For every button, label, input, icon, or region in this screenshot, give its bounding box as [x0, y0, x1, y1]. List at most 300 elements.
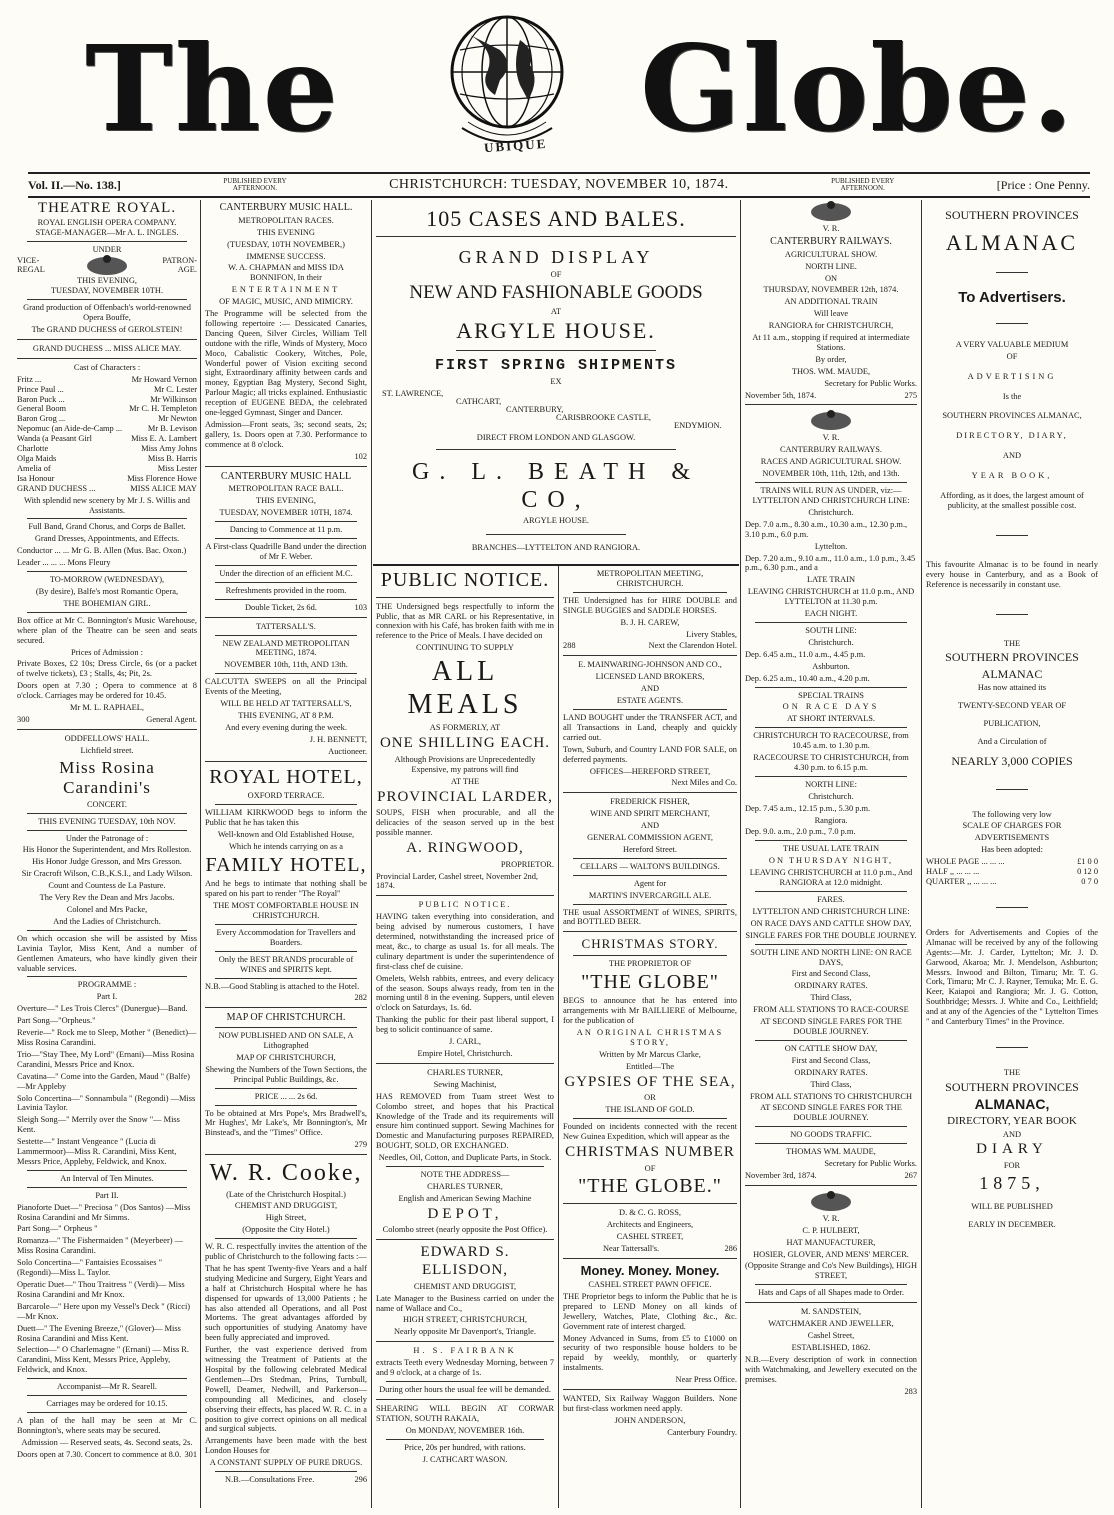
needles-text: Needles, Oil, Cotton, and Duplicate Parts, in Stock. — [378, 1153, 552, 1163]
cast-row — [17, 484, 197, 494]
note-address: NOTE THE ADDRESS— — [420, 1170, 510, 1180]
the-label: THE — [1003, 1067, 1021, 1077]
and-label: AND — [640, 821, 660, 831]
public-notice-heading: PUBLIC NOTICE. — [418, 900, 512, 910]
colombo-text: Colombo street (nearly opposite the Post Office). — [382, 1225, 548, 1235]
all-meals-heading: ALL MEALS — [407, 656, 523, 721]
refreshments-text: Refreshments provided in the room. — [225, 585, 347, 595]
publication-text: PUBLICATION, — [983, 718, 1041, 728]
other-hours: During other hours the usual fee will be demanded. — [379, 1385, 551, 1394]
auctioneer-title: Auctioneer. — [328, 746, 367, 756]
departure-times: Dep. 6.45 a.m., 11.0 a.m., 4.45 p.m. — [745, 649, 866, 659]
fares-heading: FARES. — [817, 895, 845, 905]
usual-late: THE USUAL LATE TRAIN — [782, 844, 880, 854]
dateline-bar — [28, 172, 1090, 198]
entertainment-heading: ENTERTAINMENT — [231, 285, 341, 295]
and-label: AND — [1002, 1129, 1022, 1139]
southern-heading: SOUTHERN PROVINCES — [945, 650, 1079, 665]
christmas-story-heading: CHRISTMAS STORY. — [581, 936, 719, 952]
programme-heading: PROGRAMME : — [77, 980, 137, 990]
patron: His Honor Judge Gresson, and Mrs Gresson. — [32, 857, 182, 867]
programme-item: Reverie—" Rock me to Sleep, Mother " (Benedict)—Miss Rosina Carandini. — [17, 1028, 197, 1047]
event-date: TUESDAY, NOVEMBER 10TH, 1874. — [219, 508, 353, 518]
almanac-heading: ALMANAC, — [974, 1096, 1050, 1113]
at-the: AT THE — [450, 776, 480, 786]
class-label: Third Class, — [810, 993, 852, 1003]
agent-for: Agent for — [633, 878, 667, 888]
dancing-text: Dancing to Commence at 11 p.m. — [229, 525, 343, 535]
depot-heading: DEPOT, — [427, 1205, 503, 1222]
money-heading: Money. Money. Money. — [580, 1262, 720, 1278]
of-label: OF — [644, 1163, 656, 1173]
ship: ENDYMION. — [674, 420, 722, 430]
cast-list — [17, 375, 197, 494]
each-night: EACH NIGHT. — [804, 609, 858, 619]
town-text: Town, Suburb, and Country LAND FOR SALE, on deferred payments. — [563, 744, 737, 764]
empire-hotel: Empire Hotel, Christchurch. — [417, 1049, 513, 1058]
shearing-date: On MONDAY, NOVEMBER 16th. — [405, 1425, 525, 1435]
actor: Miss Florence Howe — [127, 473, 197, 483]
railways-heading: CANTERBURY RAILWAYS. — [779, 445, 883, 455]
column-4 — [742, 200, 920, 1508]
notice-date: November 3rd, 1874. — [745, 1170, 817, 1180]
wason-name: J. CATHCART WASON. — [422, 1454, 508, 1464]
cooke-text: W. R. C. respectfully invites the attention of the public of Christchurch to the following facts :— — [205, 1242, 367, 1262]
ship: ST. LAWRENCE, — [382, 388, 444, 398]
ad-ref: 279 — [354, 1140, 367, 1150]
music-hall-title: CANTERBURY MUSIC HALL — [220, 470, 352, 482]
original-story: AN ORIGINAL CHRISTMAS STORY, — [576, 1027, 724, 1047]
nov-dates: NOVEMBER 10th, 11th, 12th, and 13th. — [762, 469, 900, 479]
english-text: English and American Sewing Machine — [398, 1193, 532, 1203]
turner-name: CHARLES TURNER, — [427, 1181, 503, 1191]
programme-item: Sestette—" Instant Vengeance " (Lucia di Lammermoor)—Miss R. Carandini, Miss Kent, Messrs Price, Appleby, Feldwick, and Knox. — [17, 1137, 177, 1166]
proprietor-text: THE Proprietor begs to inform the Public that he is prepared to LEND Money on all kinds of Jewellery, Watches, Plate, Clothing &c., &c. Government rate of interest charged. — [563, 1291, 737, 1331]
ship: CATHCART, — [456, 396, 502, 406]
company-name: ROYAL ENGLISH OPERA COMPANY. — [37, 217, 177, 227]
nb-text: N.B.—Every description of work in connection with Watchmaking, and Jewellery executed on the premises. — [745, 1354, 917, 1384]
actor: Mr Wilkinson — [150, 394, 197, 404]
from-all: FROM ALL STATIONS TO RACE-COURSE — [753, 1005, 909, 1015]
near-press: Near Press Office. — [675, 1375, 737, 1385]
event-date: (TUESDAY, 10TH NOVEMBER,) — [227, 239, 345, 249]
carew-text: THE Undersigned has for HIRE DOUBLE and SINGLE BUGGIES and SADDLE HORSES. — [563, 595, 737, 615]
beath-heading: G. L. BEATH & CO, — [412, 458, 700, 514]
actor: Mr Howard Vernon — [131, 374, 197, 384]
scenery-text: With splendid new scenery by Mr J. S. Willis and Assistants. — [24, 495, 190, 515]
music-hall-title: CANTERBURY MUSIC HALL. — [219, 202, 353, 213]
column-rule — [371, 200, 372, 1508]
every-evening: And every evening during the week. — [225, 722, 347, 732]
bohemian-title: THE BOHEMIAN GIRL. — [63, 598, 151, 608]
beath-advert — [373, 200, 739, 565]
programme-item: Part Song—" Orpheus " — [17, 1224, 98, 1234]
cast-row — [17, 464, 197, 474]
or-label: OR — [644, 1093, 656, 1103]
departure-times: Dep. 7.45 a.m., 12.15 p.m., 5.30 p.m. — [745, 803, 871, 813]
map-price: PRICE ... ... 2s 6d. — [254, 1091, 318, 1101]
agent-name: Mr M. L. RAPHAEL, — [70, 703, 144, 713]
ad-ref: 288 — [563, 641, 576, 651]
late-manager: Late Manager to the Business carried on under the name of Wallace and Co., — [376, 1293, 554, 1313]
although-text: Although Provisions are Unprecedentedly Expensive, my patrons will find — [394, 754, 536, 774]
column-rule — [740, 200, 741, 1508]
livery-label: Livery Stables, — [686, 629, 737, 639]
vice-regal-label: VICE-REGAL — [17, 255, 45, 275]
patron: And the Ladies of Christchurch. — [53, 916, 161, 926]
carew-name: B. J. H. CAREW, — [620, 617, 680, 627]
class-label: First and Second Class, — [791, 1055, 871, 1065]
actor: Miss Amy Johns — [141, 444, 197, 454]
maude-name: THOMAS WM. MAUDE, — [786, 1147, 876, 1157]
masthead — [0, 0, 1114, 172]
consult-row — [205, 1475, 367, 1485]
charge-price: £1 0 0 — [1077, 857, 1098, 867]
consultations-text: N.B.—Consultations Free. — [225, 1475, 315, 1485]
adopted-text: Has been adopted: — [981, 845, 1043, 855]
land-bought: LAND BOUGHT under the TRANSFER ACT, and all Transactions in Land, cheaply and quickly carried out. — [563, 712, 737, 742]
to-racecourse: CHRISTCHURCH TO RACECOURSE, from 10.45 a.m. to 1.30 p.m. — [753, 731, 909, 751]
part-heading: Part II. — [95, 1190, 119, 1200]
mainwaring-name: E. MAINWARING-JOHNSON AND CO., — [578, 660, 722, 670]
begs-text: BEGS to announce that he has entered into arrangements with Mr BAILLIERE of Melbourne, for the publication of — [563, 996, 737, 1026]
column-5 — [923, 200, 1101, 1508]
ad-ref: 282 — [354, 993, 367, 1003]
agent-row — [17, 715, 197, 725]
issue-date: CHRISTCHURCH: TUESDAY, NOVEMBER 10, 1874. — [389, 176, 729, 192]
accommodation-text: Every Accommodation for Travellers and Boarders. — [216, 927, 356, 947]
south-north: SOUTH LINE AND NORTH LINE: ON RACE DAYS, — [750, 947, 912, 967]
proprietor-of: THE PROPRIETOR OF — [608, 958, 692, 968]
intimate-text: And he begs to intimate that nothing shall be spared on his part to render "The Royal" — [205, 879, 367, 899]
directory-text: DIRECTORY, YEAR BOOK — [947, 1114, 1077, 1127]
special-trains: SPECIAL TRAINS — [798, 690, 864, 700]
cashel-street: CASHEL STREET, — [616, 1231, 684, 1241]
doors-text: Doors open at 7.30 ; Opera to commence at 8 o'clock. Carriages may be ordered for 10.45. — [17, 681, 197, 701]
programme-item: Solo Concertina—" Sonnambula " (Regondi) —Miss Lavinia Taylor. — [17, 1093, 196, 1113]
almanac-heading: ALMANAC — [945, 230, 1079, 256]
will-leave: Will leave — [813, 309, 849, 319]
nearly-text: Nearly opposite Mr Davenport's, Triangle. — [393, 1327, 536, 1337]
column-1 — [14, 200, 200, 1508]
cooke-opposite: (Opposite the City Hotel.) — [242, 1225, 330, 1235]
role: Charlotte — [17, 444, 49, 454]
carew-row — [563, 641, 737, 651]
volume-number: Vol. II.—No. 138.] — [28, 177, 121, 192]
hotel-address: OXFORD TERRACE. — [247, 791, 325, 801]
ships-list — [376, 389, 736, 431]
of-label: OF — [550, 270, 562, 280]
programme-item: Sleigh Song—" Merrily over the Snow "— Miss Kent. — [17, 1115, 180, 1135]
tattersalls-title: TATTERSALL'S. — [256, 621, 316, 631]
departure-times: Dep. 7.20 a.m., 9.10 a.m., 11.0 a.m., 1.0 p.m., 3.45 p.m., 6.30 p.m., and a — [745, 553, 916, 573]
southern-heading: SOUTHERN PROVINCES — [945, 1079, 1079, 1094]
founded-text: Founded on incidents connected with the recent New Guinea Expedition, which will appear as the — [563, 1122, 737, 1141]
larder-heading: PROVINCIAL LARDER, — [377, 788, 553, 805]
written-by: Written by Mr Marcus Clarke, — [599, 1049, 701, 1059]
published-left: PUBLISHED EVERY AFTERNOON. — [223, 177, 287, 192]
late-train: LATE TRAIN — [807, 575, 855, 585]
station-label: Rangiora. — [814, 815, 848, 825]
meeting-dates: NOVEMBER 10th, 11th, AND 13th. — [224, 660, 348, 670]
charge-price: 0 12 0 — [1077, 867, 1098, 877]
section-rule — [373, 564, 739, 566]
agent-title: General Agent. — [146, 714, 197, 724]
watchmaker-label: WATCHMAKER AND JEWELLER, — [768, 1319, 894, 1329]
no-goods: NO GOODS TRAFFIC. — [790, 1130, 872, 1140]
carrying-text: Which he intends carrying on as a — [229, 841, 343, 851]
cast-row — [17, 444, 197, 454]
on-label: ON — [824, 273, 838, 283]
ship: CANTERBURY, — [506, 404, 564, 414]
vr-crest-row — [745, 200, 917, 222]
column-rule — [200, 200, 201, 1508]
near-tattersalls: Near Tattersall's. — [603, 1243, 660, 1253]
races-show: RACES AND AGRICULTURAL SHOW. — [760, 457, 902, 467]
southern-heading: SOUTHERN PROVINCES — [945, 208, 1079, 222]
ordinary-rates: ORDINARY RATES. — [794, 981, 868, 991]
lyttelton-line: LYTTELTON AND CHRISTCHURCH LINE: — [752, 906, 910, 916]
concert-title: Miss Rosina Carandini's — [59, 757, 155, 797]
doors-row — [17, 1450, 197, 1460]
role: Olga Maids — [17, 454, 57, 463]
hereford-street: Hereford Street. — [623, 844, 677, 854]
actor: Mr C. H. Templeton — [129, 404, 197, 414]
north-line: NORTH LINE: — [805, 779, 857, 789]
by-order: By order, — [815, 354, 847, 364]
notice-date: November 5th, 1874. — [745, 390, 817, 400]
cast-row — [17, 404, 197, 414]
programme-item: Overture—" Les Trois Clercs" (Dunergue)—Band. — [17, 1004, 188, 1014]
meeting-title: NEW ZEALAND METROPOLITAN MEETING, 1874. — [222, 638, 350, 658]
argyle-label: ARGYLE HOUSE. — [522, 516, 590, 526]
ringwood-name: A. RINGWOOD, — [406, 839, 524, 856]
programme-item: Romanza—" The Fishermaiden " (Meyerbeer) —Miss Rosina Carandini. — [17, 1236, 183, 1256]
sandstein-name: M. SANDSTEIN, — [800, 1307, 862, 1317]
ross-name: D. & C. G. ROSS, — [619, 1208, 681, 1218]
secretary-title: Secretary for Public Works. — [824, 1159, 917, 1169]
actor: Miss E. A. Lambert — [131, 434, 197, 444]
and-label: AND — [640, 684, 660, 694]
brands-text: Only the BEST BRANDS procurable of WINES and SPIRITS kept. — [218, 954, 354, 974]
patron: Count and Countess de La Pasture. — [48, 881, 166, 891]
hats-caps: Hats and Caps of all Shapes made to Order. — [758, 1288, 904, 1298]
fisher-name: FREDERICK FISHER, — [610, 797, 690, 807]
title-left: The — [85, 19, 340, 158]
programme-item: Duett—" The Evening Breeze," (Glover)— Miss Rosina Carandini and Miss Kent. — [17, 1323, 181, 1343]
cattle-show: ON CATTLE SHOW DAY, — [784, 1043, 878, 1053]
actor: Mr Newton — [158, 414, 197, 424]
under-label: UNDER — [92, 244, 122, 254]
turner-name: CHARLES TURNER, — [427, 1067, 503, 1077]
north-line: NORTH LINE. — [805, 261, 857, 271]
role: Fritz ... — [17, 374, 42, 384]
actor: Mr C. Lester — [153, 384, 197, 394]
usual-text: THE usual ASSORTMENT of WINES, SPIRITS, and BOTTLED BEER. — [563, 907, 737, 927]
cast-row — [17, 395, 197, 405]
departure-times: Dep. 7.0 a.m., 8.30 a.m., 10.30 a.m., 12.30 p.m., 3.10 p.m., 6.0 p.m. — [745, 519, 908, 539]
foundry-label: Canterbury Foundry. — [667, 1427, 737, 1437]
box-office-text: Box office at Mr C. Bonnington's Music Warehouse, where plan of the Theatre can be seen and seats secured. — [17, 615, 197, 645]
offices-text: OFFICES—HEREFORD STREET, — [589, 766, 711, 776]
patron: His Honor the Superintendent, and Mrs Rolleston. — [22, 845, 192, 855]
charge-row — [926, 867, 1098, 877]
royal-hotel-title: ROYAL HOTEL, — [209, 765, 363, 788]
stabling-text: N.B.—Good Stabling is attached to the Hotel. — [205, 981, 360, 991]
obtained-text: To be obtained at Mrs Pope's, Mrs Bradwell's, Mr Hughes', Mr Lake's, Mr Bonnington's, Mr Binstead's, and the "Times" Office. — [205, 1108, 367, 1138]
role: Prince Paul ... — [17, 384, 64, 394]
patronage-label: PATRON-AGE. — [162, 255, 197, 275]
ross-row — [563, 1244, 737, 1254]
concert-label: CONCERT. — [86, 799, 128, 809]
valuable-text: A VERY VALUABLE MEDIUM — [955, 339, 1069, 349]
concert-date: THIS EVENING TUESDAY, 10th NOV. — [38, 816, 176, 826]
patronage-row — [17, 254, 197, 276]
having-text: HAVING taken everything into consideration, and being advised by numerous customers, I have determined, notwithstanding the increased price of meat, &c., to charge as usual 1s. for all meals. The culinary department is under the superintendence of first-class chef de cuisine. — [376, 912, 554, 971]
notice-date-row — [745, 1171, 917, 1181]
attained-text: Has now attained its — [977, 682, 1047, 692]
ad-ref: 102 — [354, 451, 367, 461]
vr-label: V. R. — [822, 1213, 840, 1223]
cast-row — [17, 434, 197, 444]
now-published: NOW PUBLISHED AND ON SALE, A Lithographed — [218, 1031, 354, 1051]
second-single: AT SECOND SINGLE FARES FOR THE DOUBLE JOURNEY. — [760, 1017, 902, 1036]
established-text: ESTABLISHED, 1862. — [791, 1342, 871, 1352]
cast-heading: Cast of Characters : — [73, 362, 141, 372]
carl-text: THE Undersigned begs respectfully to inform the Public, that as MR CARL or his Representative, in connexion with his Café, has broken faith with me in reference to the Price of Meals. I have decided on — [376, 601, 554, 641]
assisted-text: On which occasion she will be assisted by Miss Lavinia Taylor, Miss Kent, And a number of Gentlemen Amateurs, who have kindly given their valuable services. — [17, 933, 197, 973]
ticket-text: Double Ticket, 2s 6d. — [245, 602, 317, 612]
ad-ref: 300 — [17, 714, 30, 724]
christmas-number: CHRISTMAS NUMBER — [565, 1143, 735, 1160]
cooke-text: That he has spent Twenty-five Years and a half studying Medicine and Surgery, Eight Years and a half at Christchurch Hospital where he has dispensed for upwards of 13,000 Patients ; he has also attended all Operations, and all Post Mortems. The great advantages afforded by such opportunities of studying Anatomy have been fully appreciated and improved. — [205, 1263, 367, 1343]
vr-label: V. R. — [822, 224, 840, 233]
gypsies-title: GYPSIES OF THE SEA, — [564, 1073, 736, 1090]
map-title: MAP OF CHRISTCHURCH. — [226, 1012, 346, 1024]
charge-row — [926, 877, 1098, 887]
this-evening: THIS EVENING, AT 8 P.M. — [238, 710, 334, 720]
at-label: AT — [550, 306, 562, 316]
fairbank-name: H. S. FAIRBANK — [413, 1346, 517, 1356]
time-text: At 11 a.m., stopping if required at intermediate Stations. — [752, 333, 910, 352]
cast-row — [17, 414, 197, 424]
ordinary-rates: ORDINARY RATES. — [794, 1067, 868, 1077]
royal-crest-icon — [808, 1190, 854, 1212]
doors-text: Doors open at 7.30. Concert to commence at 8.0. — [17, 1449, 182, 1459]
additional-train: AN ADDITIONAL TRAIN — [784, 297, 878, 307]
shewing-text: Shewing the Numbers of the Town Sections, the Principal Public Buildings, &c. — [205, 1064, 367, 1084]
early-december: EARLY IN DECEMBER. — [968, 1220, 1056, 1230]
station-label: Christchurch. — [808, 507, 854, 517]
spring-heading: FIRST SPRING SHIPMENTS — [434, 357, 678, 375]
entitled-text: Entitled—The — [626, 1061, 674, 1071]
is-the: Is the — [1002, 391, 1022, 401]
role: Wanda (a Peasant Girl — [17, 434, 92, 444]
larder-address: Provincial Larder, Cashel street, November 2nd, 1874. — [376, 871, 538, 891]
ad-ref: 275 — [904, 390, 917, 400]
success-text: IMMENSE SUCCESS. — [246, 251, 326, 261]
single-fares: SINGLE FARES FOR THE DOUBLE JOURNEY. — [745, 930, 917, 940]
cooke-text: Further, the vast experience derived from witnessing the Treatment of Patients at the Hospital by the following celebrated Medical Gentlemen—Drs Stedman, Prins, Turnbull, Powell, Deamer, Nedwill, and Parkerson—compounding all Medicines, and closely observing their effects, has placed W. R. C. in a position to give correct opinions on all medical and surgical subjects. — [205, 1345, 367, 1434]
shearing-text: SHEARING WILL BEGIN AT CORWAR STATION, SOUTH RAKAIA, — [376, 1403, 554, 1423]
maude-name: THOS. WM. MAUDE, — [791, 366, 871, 376]
patron: Sir Cracroft Wilson, C.B.,K.S.I., and Lady Wilson. — [21, 869, 193, 879]
architects-label: Architects and Engineers, — [606, 1219, 694, 1229]
ad-ref: 283 — [904, 1386, 917, 1396]
cooke-street: High Street, — [265, 1213, 307, 1223]
programme-text: The Programme will be selected from the following repertoire :— Dessicated Canaries, Dancing Queen, Silver Circles, William Tell outdone with the rifle, Winds of Mystery, Moco Moco, Cabalistic Cookery, Witches, Pole, Wonderful power of Vision exciting second sight, Extraordinary affinity between cards and money, Egyptian Bag Mystery, Second Sight, Parlour Magic; all tricks explained. Enthusiastic reception of EUGENE BEDA, the celebrated one-legged Gymnast, Singer and Dancer. — [205, 309, 367, 418]
the-globe-heading: "THE GLOBE." — [578, 1175, 722, 1198]
kirkwood-text: WILLIAM KIRKWOOD begs to inform the Public that he has taken this — [205, 808, 367, 827]
quadrille-text: A First-class Quadrille Band under the direction of Mr F. Weber. — [205, 542, 367, 561]
patron: The Very Rev the Dean and Mrs Jacobs. — [39, 893, 175, 903]
role: Amelia of — [17, 463, 51, 473]
commission-agent: GENERAL COMMISSION AGENT, — [587, 833, 713, 843]
hat-manufacturer: HAT MANUFACTURER, — [786, 1237, 876, 1247]
new-goods: NEW AND FASHIONABLE GOODS — [409, 282, 703, 304]
role: General Boom — [17, 404, 67, 414]
motto: UBIQUE — [483, 135, 548, 156]
programme-item: Cavatina—" Come into the Garden, Maud " (Balfe)—Mr Appleby — [17, 1071, 190, 1091]
accompanist-text: Accompanist—Mr R. Searell. — [56, 1382, 157, 1392]
year-heading: 1875, — [979, 1173, 1045, 1194]
ellisdon-title: EDWARD S. ELLISDON, — [420, 1244, 510, 1279]
race-days: ON RACE DAYS AND CATTLE SHOW DAY, — [750, 918, 912, 928]
cast-row — [17, 375, 197, 385]
and-label: AND — [1002, 451, 1022, 461]
martins-ale: MARTIN'S INVERCARGILL ALE. — [588, 890, 712, 900]
performers: W. A. CHAPMAN and MISS IDA BONNIFON, In their — [228, 263, 344, 283]
leaving-text: LEAVING CHRISTCHURCH at 11.0 p.m., And RANGIORA at 12.0 midnight. — [749, 868, 913, 888]
continuing-text: CONTINUING TO SUPPLY — [416, 643, 514, 653]
land-brokers: LICENSED LAND BROKERS, — [595, 672, 705, 682]
cooke-late: (Late of the Christchurch Hospital.) — [226, 1189, 346, 1199]
calcutta-text: CALCUTTA SWEEPS on all the Principal Events of the Meeting, — [205, 677, 367, 697]
second-single: AT SECOND SINGLE FARES FOR THE DOUBLE JOURNEY. — [760, 1103, 902, 1123]
actor: Mr B. Levison — [147, 424, 197, 434]
show-date: THURSDAY, NOVEMBER 12th, 1874. — [763, 285, 899, 295]
advertising-text: ADVERTISING — [967, 371, 1057, 381]
cast-row — [17, 385, 197, 395]
auctioneer-name: J. H. BENNETT, — [309, 734, 367, 744]
prices-text: Private Boxes, £2 10s; Dress Circle, 6s (or a packet of twelve tickets), £3 ; Stalls, 4s; Pit, 2s. — [17, 659, 197, 679]
balfe-text: (By desire), Balfe's most Romantic Opera, — [35, 586, 179, 596]
mc-text: Under the direction of an efficient M.C. — [219, 568, 353, 578]
class-label: First and Second Class, — [791, 969, 871, 979]
thanking-text: Thanking the public for their past liberal support, I beg to solicit continuance of same. — [376, 1015, 554, 1035]
the-label: THE — [1003, 638, 1021, 648]
omelets-text: Omelets, Welsh rabbits, entrees, and every delicacy of the season. Soups always ready, from ten in the morning until 8 in the evening. Suppers, until eleven o'clock on Saturdays, 1s. 6d. — [376, 973, 554, 1013]
from-all: FROM ALL STATIONS TO CHRISTCHURCH — [749, 1091, 913, 1101]
charge-price: 0 7 0 — [1081, 877, 1098, 887]
argyle-heading: ARGYLE HOUSE. — [456, 318, 656, 344]
royal-crest-icon — [808, 200, 854, 222]
prices-heading: Prices of Admission : — [71, 647, 143, 657]
actor: Miss B. Harris — [147, 454, 197, 463]
admission-text: Admission — Reserved seats, 4s. Second seats, 2s. — [21, 1437, 193, 1447]
cashel-street: Cashel Street, — [807, 1331, 855, 1341]
leader-text: Leader ... ... ... Mons Fleury — [17, 558, 111, 568]
ad-ref: 267 — [904, 1170, 917, 1180]
proprietor-title: PROPRIETOR. — [500, 859, 554, 869]
clarendon-text: Next the Clarendon Hotel. — [648, 641, 737, 651]
role: Nepomuc (an Aide-de-Camp ... — [17, 424, 123, 434]
part-heading: Part I. — [96, 992, 118, 1002]
actor: MISS ALICE MAY — [130, 483, 197, 493]
arrangements-text: Arrangements have been made with the best London Houses for — [205, 1436, 367, 1456]
advanced-text: Money Advanced in Sums, from £5 to £1000 on security of two responsible house holders to be repaid by weekly, monthly, or quarterly instalments. — [563, 1333, 737, 1373]
venue-title: ODDFELLOWS' HALL. — [64, 733, 150, 743]
